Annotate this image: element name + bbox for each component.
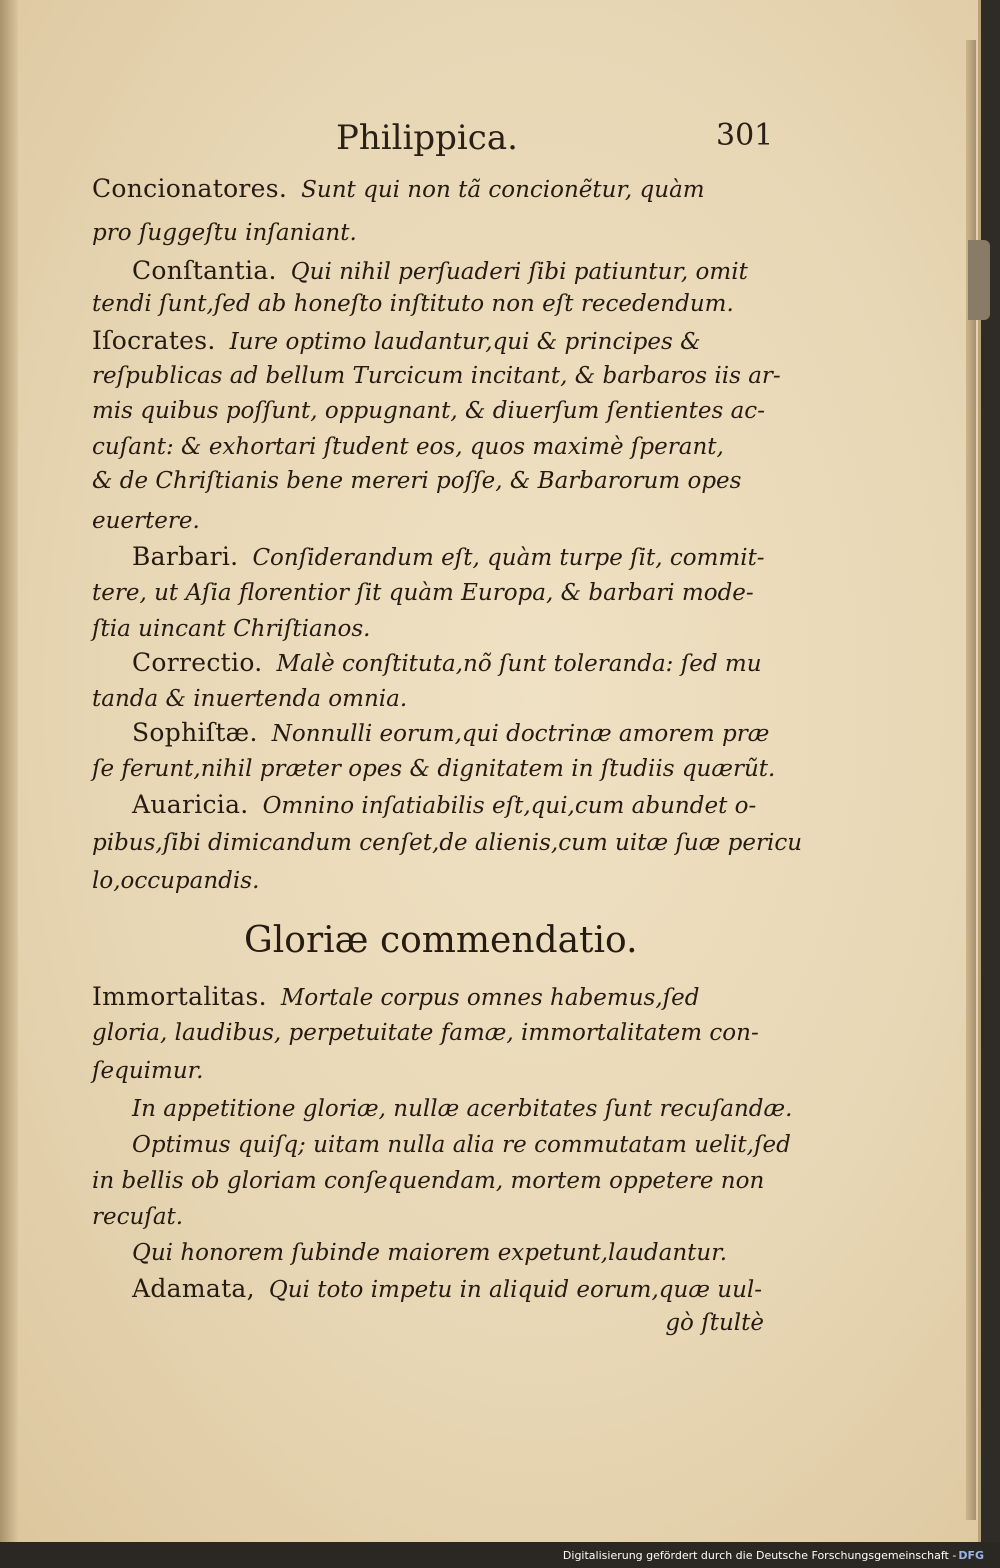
text-line: gloria, laudibus, perpetuitate famæ, immortalitatem con- xyxy=(92,1020,759,1046)
catchword: gò ſtultè xyxy=(665,1310,764,1336)
text-line: In appetitione gloriæ, nullæ acerbitates ſunt recuſandæ. xyxy=(132,1096,793,1122)
text-line: & de Chriſtianis bene mereri poſſe, & Barbarorum opes xyxy=(92,468,742,494)
page-tab-marker xyxy=(968,240,990,320)
section-heading: Gloriæ commendatio. xyxy=(244,920,638,961)
line-text: Mortale corpus omnes habemus,ſed xyxy=(280,985,700,1011)
text-line xyxy=(132,788,832,823)
running-title: Philippica. xyxy=(336,118,518,158)
lemma: Iſocrates. xyxy=(92,326,216,355)
text-line: tere, ut Aſia florentior ſit quàm Europa, & barbari mode- xyxy=(92,580,754,606)
line-text: Qui nihil perſuaderi ſibi patiuntur, omit xyxy=(290,259,748,285)
line-text: Sunt qui non tã concionẽtur, quàm xyxy=(301,177,705,203)
lemma: Sophiſtæ. xyxy=(132,718,258,747)
dfg-logo: DFG xyxy=(958,1549,984,1562)
line-text: Qui toto impetu in aliquid eorum,quæ uul- xyxy=(268,1277,763,1303)
text-line: tendi ſunt,ſed ab honeſto inſtituto non eſt recedendum. xyxy=(92,291,734,317)
text-line: Qui honorem ſubinde maiorem expetunt,laudantur. xyxy=(132,1240,728,1266)
text-line xyxy=(132,716,832,751)
text-line xyxy=(132,254,832,289)
text-line: ſe ferunt,nihil præter opes & dignitatem in ſtudiis quærũt. xyxy=(92,756,776,782)
page-gutter xyxy=(0,0,18,1542)
text-line: pro ſuggeſtu inſaniant. xyxy=(92,220,357,246)
lemma: Adamata, xyxy=(132,1274,255,1303)
text-line: mis quibus poſſunt, oppugnant, & diuerſum ſentientes ac- xyxy=(92,398,765,424)
lemma: Conſtantia. xyxy=(132,256,277,285)
text-line xyxy=(132,646,832,681)
text-line: ſtia uincant Chriſtianos. xyxy=(92,616,371,642)
text-line xyxy=(132,540,832,575)
line-text: Malè conſtituta,nõ ſunt toleranda: ſed mu xyxy=(276,651,762,677)
text-line: in bellis ob gloriam conſequendam, mortem oppetere non xyxy=(92,1168,765,1194)
lemma: Barbari. xyxy=(132,542,239,571)
text-line: ſequimur. xyxy=(92,1058,204,1084)
text-line: cuſant: & exhortari ſtudent eos, quos maximè ſperant, xyxy=(92,434,724,460)
page-number: 301 xyxy=(716,118,774,153)
text-line: recuſat. xyxy=(92,1204,184,1230)
text-line: euertere. xyxy=(92,508,200,534)
lemma: Correctio. xyxy=(132,648,263,677)
text-line: Optimus quiſq; uitam nulla alia re commutatam uelit,ſed xyxy=(132,1132,791,1158)
digitization-credit xyxy=(563,1549,984,1562)
credit-text: Digitalisierung gefördert durch die Deutsche Forschungsgemeinschaft - xyxy=(562,1549,957,1562)
line-text: Iure optimo laudantur,qui & principes & xyxy=(229,329,701,355)
line-text: Nonnulli eorum,qui doctrinæ amorem præ xyxy=(271,721,770,747)
line-text: Conſiderandum eſt, quàm turpe ſit, commit- xyxy=(252,545,765,571)
lemma: Auaricia. xyxy=(132,790,249,819)
text-line: tanda & inuertenda omnia. xyxy=(92,686,408,712)
lemma: Concionatores. xyxy=(92,174,288,203)
text-line: lo,occupandis. xyxy=(92,868,260,894)
text-line xyxy=(132,1272,832,1307)
lemma: Immortalitas. xyxy=(92,982,267,1011)
text-line: pibus,ſibi dimicandum cenſet,de alienis,cum uitæ ſuæ pericu xyxy=(92,830,803,856)
text-line xyxy=(92,980,792,1015)
text-line xyxy=(92,172,792,207)
line-text: Omnino inſatiabilis eſt,qui,cum abundet o- xyxy=(262,793,757,819)
text-line xyxy=(92,324,792,359)
text-line: reſpublicas ad bellum Turcicum incitant, & barbaros iis ar- xyxy=(92,363,781,389)
